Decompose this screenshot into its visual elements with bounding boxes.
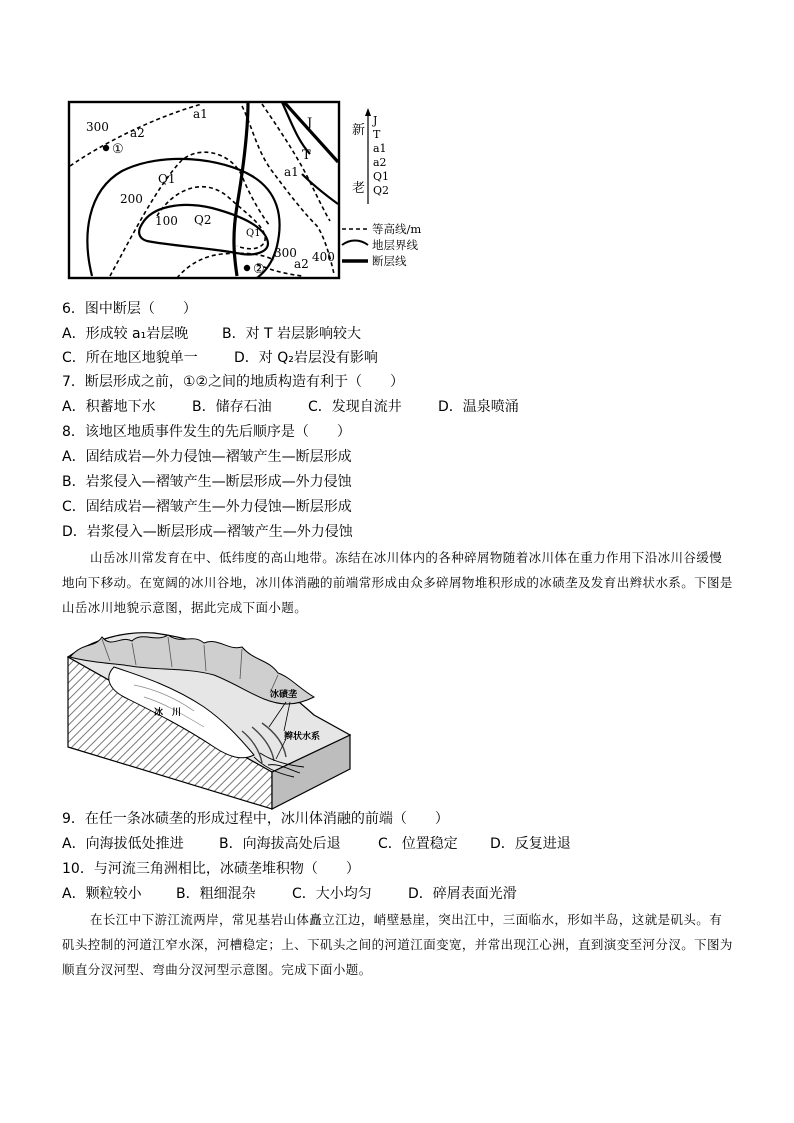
q6-option-c[interactable]: C．所在地区地貌单一 bbox=[62, 350, 198, 366]
contour-label-100: 100 bbox=[155, 214, 178, 228]
q9-option-c[interactable]: C．位置稳定 bbox=[378, 836, 458, 852]
age-arrow-head bbox=[365, 108, 371, 116]
q8-stem: 8．该地区地质事件发生的先后顺序是（ ） bbox=[62, 424, 351, 440]
glacier-landform-diagram bbox=[64, 627, 356, 813]
map-legend bbox=[342, 222, 421, 268]
q7-option-a[interactable]: A．积蓄地下水 bbox=[62, 399, 156, 415]
stratum-T: T bbox=[302, 148, 311, 163]
age-seq-2: a1 bbox=[373, 142, 387, 155]
q8-option-b[interactable]: B．岩浆侵入—褶皱产生—断层形成—外力侵蚀 bbox=[62, 474, 352, 490]
q9-stem: 9．在任一条冰碛垄的形成过程中，冰川体消融的前端（ ） bbox=[62, 811, 449, 827]
point-1-label: ① bbox=[112, 142, 124, 157]
point-2-label: ② bbox=[253, 262, 265, 277]
q6-option-d[interactable]: D．对 Q₂岩层没有影响 bbox=[234, 350, 378, 366]
q10-option-b[interactable]: B．粗细混杂 bbox=[176, 886, 256, 902]
stratum-a2-left: a2 bbox=[130, 126, 145, 140]
q10-stem: 10．与河流三角洲相比，冰碛垄堆积物（ ） bbox=[62, 861, 360, 877]
age-seq-4: Q1 bbox=[373, 170, 390, 183]
contour-label-200: 200 bbox=[120, 192, 143, 206]
q8-option-a[interactable]: A．固结成岩—外力侵蚀—褶皱产生—断层形成 bbox=[62, 449, 352, 465]
q7-option-c[interactable]: C．发现自流井 bbox=[308, 399, 402, 415]
contour-label-300b: 300 bbox=[274, 246, 297, 260]
stratum-J: J bbox=[307, 116, 313, 131]
contour-label-400: 400 bbox=[312, 250, 335, 264]
q8-option-d[interactable]: D．岩浆侵入—断层形成—褶皱产生—外力侵蚀 bbox=[62, 524, 353, 540]
q7-option-d[interactable]: D．温泉喷涌 bbox=[438, 399, 519, 415]
map-frame bbox=[69, 102, 339, 278]
point-2-marker bbox=[244, 265, 250, 271]
glacier-label: 冰 川 bbox=[154, 707, 182, 717]
stratum-a2-bottom: a2 bbox=[294, 257, 309, 271]
q10-option-c[interactable]: C．大小均匀 bbox=[292, 886, 372, 902]
age-seq-1: T bbox=[373, 128, 381, 141]
q10-option-d[interactable]: D．碎屑表面光滑 bbox=[408, 886, 517, 902]
q9-option-d[interactable]: D．反复进退 bbox=[490, 836, 571, 852]
geologic-map-figure bbox=[62, 96, 434, 282]
point-1-marker bbox=[103, 145, 109, 151]
legend-contour: 等高线/m bbox=[372, 222, 422, 236]
legend-fault: 断层线 bbox=[372, 254, 407, 268]
stratum-a1-top: a1 bbox=[193, 107, 208, 121]
braided-stream-label: 辫状水系 bbox=[284, 731, 321, 741]
age-seq-3: a2 bbox=[373, 156, 387, 169]
q9-option-a[interactable]: A．向海拔低处推进 bbox=[62, 836, 184, 852]
stratum-boundaries bbox=[87, 102, 338, 278]
moraine-label: 冰碛垄 bbox=[270, 689, 298, 699]
age-seq-0: J bbox=[373, 114, 378, 127]
q7-stem: 7．断层形成之前，①②之间的地质构造有利于（ ） bbox=[62, 374, 405, 390]
q6-option-a[interactable]: A．形成较 a₁岩层晚 bbox=[62, 326, 189, 342]
q9-option-b[interactable]: B．向海拔高处后退 bbox=[219, 836, 341, 852]
contour-label-300: 300 bbox=[86, 120, 109, 134]
q6-option-b[interactable]: B．对 T 岩层影响较大 bbox=[222, 326, 362, 342]
stratum-Q1-small: Q1 bbox=[246, 228, 261, 239]
passage-jitou: 在长江中下游江流两岸，常见基岩山体矗立江边，峭壁悬崖，突出江中，三面临水，形如半岛，这就是矶头。有矶头控制的河道江窄水深，河槽稳定；上、下矶头之间的河道江面变宽，并常出现江心洲，直到演变至河分汊。下图为顺直分汊河型、弯曲分汊河型示意图。完成下面小题。 bbox=[62, 912, 733, 977]
age-old-label: 老 bbox=[352, 181, 366, 196]
age-seq-5: Q2 bbox=[373, 184, 390, 197]
q10-option-a[interactable]: A．颗粒较小 bbox=[62, 886, 142, 902]
q8-option-c[interactable]: C．固结成岩—褶皱产生—外力侵蚀—断层形成 bbox=[62, 499, 352, 515]
stratum-Q2: Q2 bbox=[194, 213, 212, 227]
q6-stem: 6．图中断层（ ） bbox=[62, 301, 197, 317]
passage-glacier: 山岳冰川常发育在中、低纬度的高山地带。冻结在冰川体内的各种碎屑物随着冰川体在重力作用下沿冰川谷缓慢地向下移动。在宽阔的冰川谷地，冰川体消融的前端常形成由众多碎屑物堆积形成的冰碛垄及发育出辫状水系。下图是山岳冰川地貌示意图，据此完成下面小题。 bbox=[62, 550, 733, 615]
legend-boundary: 地层界线 bbox=[372, 238, 418, 252]
stratum-a1-right: a1 bbox=[284, 165, 299, 179]
stratum-Q1: Q1 bbox=[158, 172, 176, 186]
q7-option-b[interactable]: B．储存石油 bbox=[192, 399, 272, 415]
age-new-label: 新 bbox=[352, 123, 366, 138]
